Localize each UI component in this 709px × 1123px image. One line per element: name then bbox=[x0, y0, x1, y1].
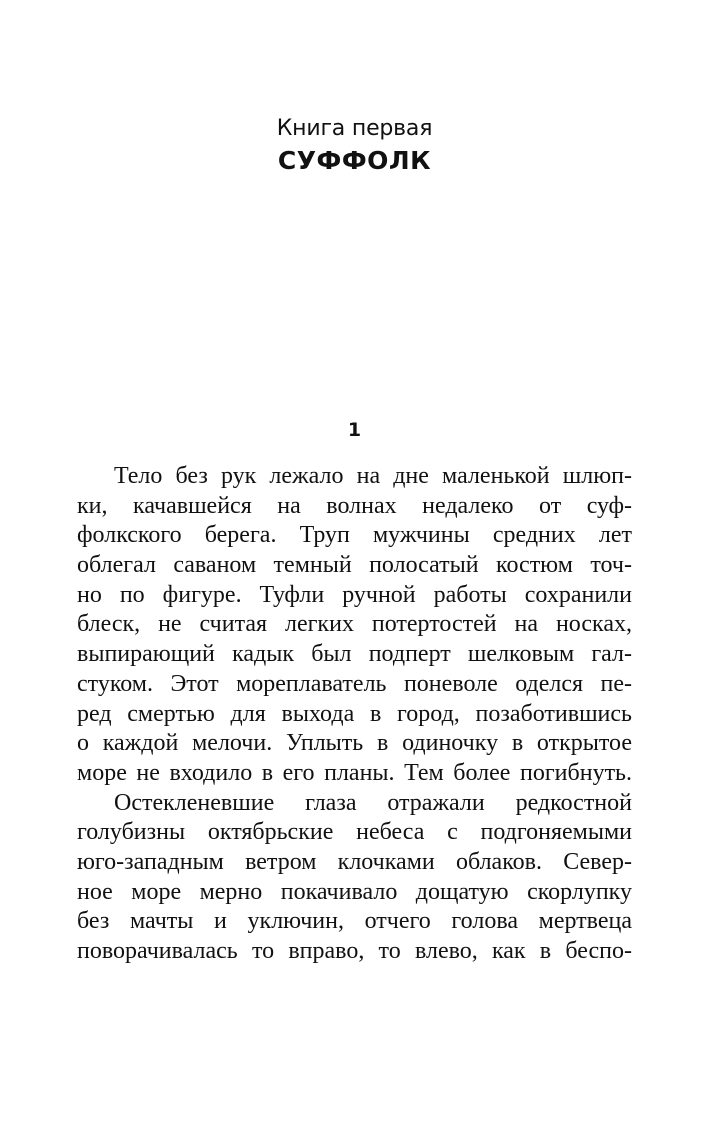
text-line: море не входило в его планы. Тем более погибнуть. bbox=[77, 759, 632, 786]
book-part-label: Книга первая bbox=[276, 116, 433, 141]
text-line: ное море мерно покачивало дощатую скорлупку bbox=[77, 878, 632, 905]
text-line: юго-западным ветром клочками облаков. Север- bbox=[77, 848, 632, 875]
text-line: поворачивалась то вправо, то влево, как в беспо- bbox=[77, 938, 632, 964]
text-line: выпирающий кадык был подперт шелковым гал- bbox=[77, 641, 632, 668]
text-line: о каждой мелочи. Уплыть в одиночку в открытое bbox=[77, 730, 632, 757]
text-line: ки, качавшейся на волнах недалеко от суф- bbox=[77, 492, 632, 519]
chapter-number: 1 bbox=[347, 419, 362, 441]
text-line: голубизны октябрьские небеса с подгоняемыми bbox=[77, 819, 632, 846]
text-line: Остекленевшие глаза отражали редкостной bbox=[114, 789, 632, 816]
text-line: блеск, не считая легких потертостей на носках, bbox=[77, 611, 632, 638]
book-part-title: СУФФОЛК bbox=[277, 146, 432, 175]
text-line: но по фигуре. Туфли ручной работы сохранили bbox=[77, 581, 632, 608]
text-line: фолкского берега. Труп мужчины средних лет bbox=[77, 522, 632, 549]
text-line: ред смертью для выхода в город, позаботившись bbox=[77, 700, 632, 727]
text-line: Тело без рук лежало на дне маленькой шлюп- bbox=[114, 463, 632, 489]
text-line: облегал саваном темный полосатый костюм точ- bbox=[77, 552, 632, 579]
text-line: без мачты и уключин, отчего голова мертвеца bbox=[77, 908, 632, 935]
chapter-body bbox=[77, 462, 632, 967]
text-line: стуком. Этот мореплаватель поневоле оделся пе- bbox=[77, 670, 632, 697]
